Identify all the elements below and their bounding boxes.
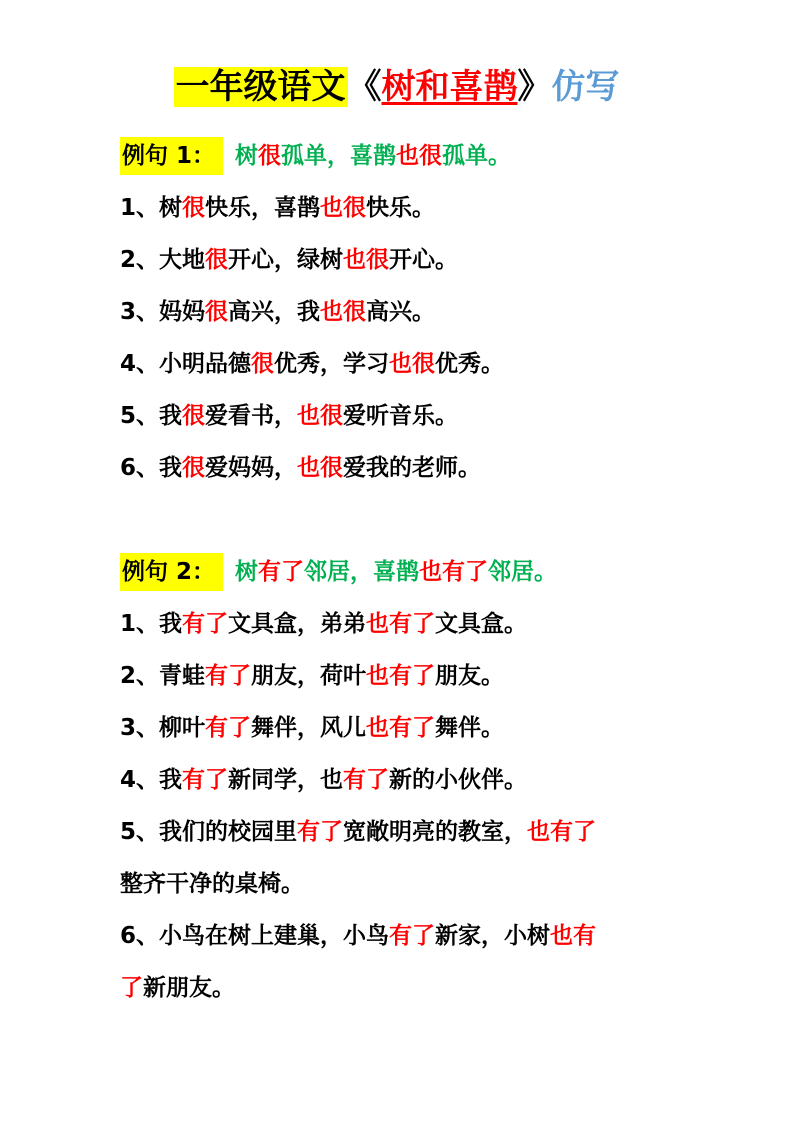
sentence-2-6: [120, 910, 700, 962]
example-1: [120, 130, 700, 182]
sentence-text: 整齐干净的桌椅。: [120, 871, 304, 897]
emphasis-text: 很: [182, 403, 206, 429]
emphasis-text: 也很: [320, 299, 367, 325]
sentence-text: 舞伴，风儿: [251, 715, 367, 741]
emphasis-text: 也有了: [419, 559, 489, 585]
title-close-bracket: 》: [517, 67, 552, 107]
sentence-text: 2、青蛙: [120, 663, 206, 689]
sentence-2-5: [120, 806, 700, 858]
emphasis-text: 也有了: [527, 819, 597, 845]
sentence-text: 树: [235, 143, 259, 169]
emphasis-text: 也有: [550, 923, 597, 949]
sentence-text: 新同学，也: [228, 767, 344, 793]
title-highlighted: 一年级语文: [175, 67, 346, 107]
emphasis-text: 很: [258, 143, 282, 169]
sentence-text: 5、我: [120, 403, 183, 429]
emphasis-text: 有了: [258, 559, 305, 585]
emphasis-text: 也有了: [366, 715, 436, 741]
emphasis-text: 也有了: [366, 663, 436, 689]
sentence-text: 邻居。: [488, 559, 558, 585]
sentence-text: 1、树: [120, 195, 183, 221]
emphasis-text: 有了: [389, 923, 436, 949]
emphasis-text: 有了: [205, 663, 252, 689]
sentence-text: 高兴。: [366, 299, 436, 325]
emphasis-text: 也很: [396, 143, 443, 169]
sentence-text: 3、柳叶: [120, 715, 206, 741]
sentence-text: 朋友，荷叶: [251, 663, 367, 689]
emphasis-text: 有了: [297, 819, 344, 845]
page-title: [0, 58, 793, 116]
title-suffix: 仿写: [551, 67, 620, 107]
sentence-text: 6、我: [120, 455, 183, 481]
sentence-text: 开心，绿树: [228, 247, 344, 273]
sentence-2-3: [120, 702, 700, 754]
sentence-1-5: [120, 390, 700, 442]
sentence-text: 孤单，喜鹊: [281, 143, 397, 169]
emphasis-text: 很: [182, 195, 206, 221]
sentence-text: 2、大地: [120, 247, 206, 273]
sentence-1-1: [120, 182, 700, 234]
emphasis-text: 很: [205, 247, 229, 273]
example-2-sentence: [235, 559, 557, 585]
sentence-2-5-continued: [120, 858, 700, 910]
sentence-text: 新家，小树: [435, 923, 551, 949]
example-2-label: 例句 2：: [120, 553, 223, 591]
sentence-text: 新的小伙伴。: [389, 767, 528, 793]
title-lesson-name: 树和喜鹊: [381, 67, 518, 107]
sentence-text: 6、小鸟在树上建巢，小鸟: [120, 923, 390, 949]
title-open-bracket: 《: [347, 67, 382, 107]
sentence-text: 宽敞明亮的教室，: [343, 819, 528, 845]
sentence-2-2: [120, 650, 700, 702]
sentence-text: 文具盒，弟弟: [228, 611, 367, 637]
sentence-text: 快乐。: [366, 195, 436, 221]
sentence-text: 朋友。: [435, 663, 505, 689]
emphasis-text: 也很: [389, 351, 436, 377]
example-1-label: 例句 1：: [120, 137, 223, 175]
sentence-text: 开心。: [389, 247, 459, 273]
emphasis-text: 有了: [343, 767, 390, 793]
sentence-text: 爱我的老师。: [343, 455, 482, 481]
emphasis-text: 也很: [320, 195, 367, 221]
example-1-sentence: [235, 143, 511, 169]
emphasis-text: 很: [205, 299, 229, 325]
emphasis-text: 有了: [205, 715, 252, 741]
sentence-text: 4、小明品德: [120, 351, 252, 377]
sentence-text: 新朋友。: [143, 975, 235, 1001]
sentence-1-6: [120, 442, 700, 494]
sentence-text: 5、我们的校园里: [120, 819, 298, 845]
emphasis-text: 了: [120, 975, 143, 1001]
sentence-text: 4、我: [120, 767, 183, 793]
example-2: [120, 546, 700, 598]
emphasis-text: 也很: [297, 455, 344, 481]
sentence-text: 优秀。: [435, 351, 505, 377]
sentence-text: 3、妈妈: [120, 299, 206, 325]
emphasis-text: 也有了: [366, 611, 436, 637]
sentence-text: 高兴，我: [228, 299, 321, 325]
sentence-text: 爱听音乐。: [343, 403, 459, 429]
sentence-1-4: [120, 338, 700, 390]
sentence-text: 1、我: [120, 611, 183, 637]
sentence-text: 邻居，喜鹊: [304, 559, 420, 585]
emphasis-text: 有了: [182, 767, 229, 793]
emphasis-text: 很: [251, 351, 275, 377]
emphasis-text: 很: [182, 455, 206, 481]
sentence-text: 优秀，学习: [274, 351, 390, 377]
sentence-2-4: [120, 754, 700, 806]
sentence-text: 文具盒。: [435, 611, 528, 637]
sentence-text: 树: [235, 559, 259, 585]
sentence-2-6-continued: [120, 962, 700, 1014]
sentence-text: 爱妈妈，: [205, 455, 298, 481]
sentence-2-1: [120, 598, 700, 650]
emphasis-text: 有了: [182, 611, 229, 637]
sentence-text: 孤单。: [442, 143, 512, 169]
sentence-1-2: [120, 234, 700, 286]
emphasis-text: 也很: [343, 247, 390, 273]
sentence-text: 快乐，喜鹊: [205, 195, 321, 221]
emphasis-text: 也很: [297, 403, 344, 429]
sentence-text: 舞伴。: [435, 715, 505, 741]
sentence-1-3: [120, 286, 700, 338]
sentence-text: 爱看书，: [205, 403, 298, 429]
